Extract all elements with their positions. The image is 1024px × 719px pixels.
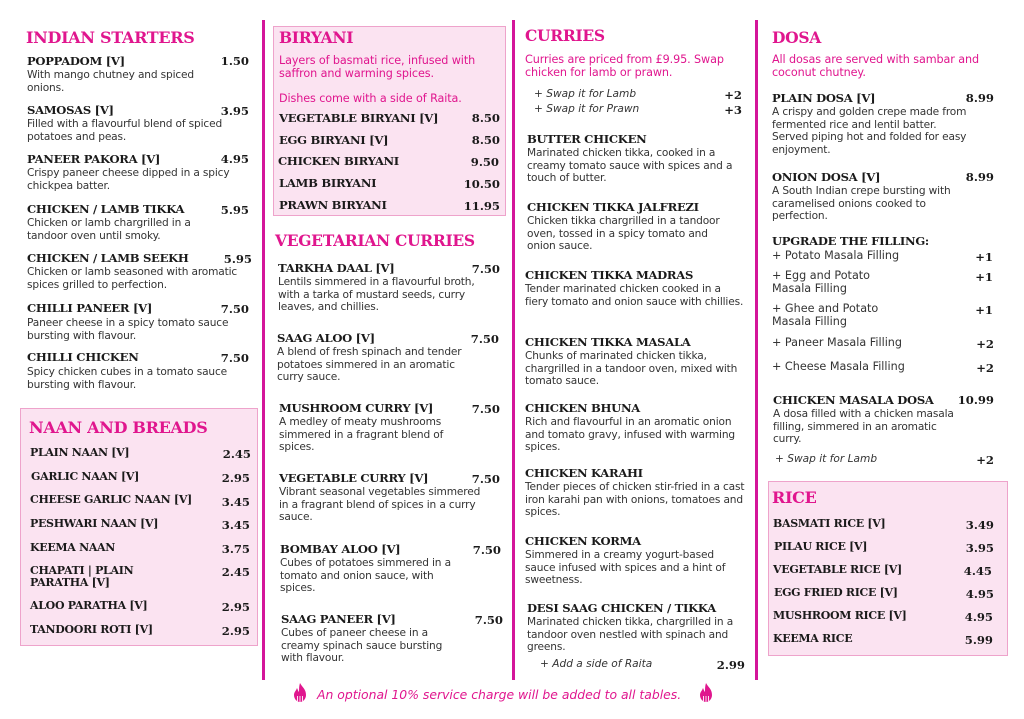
item-name: PLAIN NAAN [V] xyxy=(30,446,130,459)
item-description: Cubes of potatoes simmered in a tomato and onion sauce, with spices. xyxy=(280,557,451,595)
item-description: A dosa filled with a chicken masala filling, simmered in an aromatic curry. xyxy=(773,408,954,446)
item-name: PESHWARI NAAN [V] xyxy=(30,517,159,530)
item-name: KEEMA RICE xyxy=(773,632,853,645)
upgrade-option: + Potato Masala Filling xyxy=(772,249,900,262)
item-name: PANEER PAKORA [V] xyxy=(27,152,161,166)
item-price: 7.50 xyxy=(220,302,249,316)
item-name: ALOO PARATHA [V] xyxy=(30,599,148,612)
addon-swap-lamb: + Swap it for Lamb xyxy=(534,88,637,100)
item-price: 8.99 xyxy=(965,91,994,105)
item-name: SAAG ALOO [V] xyxy=(277,331,375,345)
item-price: 10.50 xyxy=(463,177,500,191)
item-description: Spicy chicken cubes in a tomato sauce bursting with flavour. xyxy=(27,366,228,391)
item-price: 2.95 xyxy=(221,600,250,614)
flame-icon xyxy=(699,683,713,703)
item-name: PLAIN DOSA [V] xyxy=(772,91,876,105)
item-price: 5.95 xyxy=(223,252,252,266)
addon-price: +2 xyxy=(724,88,742,102)
item-price: 2.95 xyxy=(221,624,250,638)
item-price: 8.50 xyxy=(471,133,500,147)
upgrade-price: +1 xyxy=(975,270,993,284)
upgrade-price: +1 xyxy=(975,250,993,264)
item-price: 2.45 xyxy=(221,565,250,579)
item-price: 3.75 xyxy=(221,542,250,556)
item-name-line2: PARATHA [V] xyxy=(30,576,110,589)
item-name: MUSHROOM RICE [V] xyxy=(773,609,907,622)
item-name: MUSHROOM CURRY [V] xyxy=(279,401,434,415)
item-price: 7.50 xyxy=(471,402,500,416)
item-description: Marinated chicken tikka, cooked in a creamy tomato sauce with spices and a touch of butter. xyxy=(527,147,733,185)
upgrade-option-line2: Masala Filling xyxy=(772,282,847,295)
item-price: 3.45 xyxy=(221,518,250,532)
item-description: Chicken tikka chargrilled in a tandoor oven, tossed in a spicy tomato and onion sauce. xyxy=(527,215,720,253)
item-price: 7.50 xyxy=(471,472,500,486)
item-description: With mango chutney and spiced onions. xyxy=(27,69,194,94)
item-name: SAAG PANEER [V] xyxy=(281,612,396,626)
item-name: EGG BIRYANI [V] xyxy=(279,133,389,147)
item-name: CHICKEN TIKKA JALFREZI xyxy=(527,200,699,214)
flame-icon xyxy=(293,683,307,703)
item-price: 7.50 xyxy=(470,332,499,346)
item-description: Chunks of marinated chicken tikka, chargrilled in a tandoor oven, mixed with tomato sauce. xyxy=(525,350,738,388)
item-name: BASMATI RICE [V] xyxy=(773,517,886,530)
upgrade-price: +2 xyxy=(976,361,994,375)
item-name: CHILLI CHICKEN xyxy=(27,350,139,364)
item-name: CHICKEN MASALA DOSA xyxy=(773,393,934,407)
item-name: VEGETABLE CURRY [V] xyxy=(279,471,429,485)
item-description: A blend of fresh spinach and tender potatoes simmered in an aromatic curry sauce. xyxy=(277,346,462,384)
item-price: 3.49 xyxy=(965,518,994,532)
item-description: Marinated chicken tikka, chargrilled in a tandoor oven nestled with spinach and greens. xyxy=(527,616,734,654)
item-price: 3.45 xyxy=(221,495,250,509)
item-description: Lentils simmered in a flavourful broth, with a tarka of mustard seeds, curry leaves, and chillies. xyxy=(278,276,475,314)
item-description: Chicken or lamb chargrilled in a tandoor oven until smoky. xyxy=(27,217,191,242)
item-price: 2.95 xyxy=(221,471,250,485)
biryani-intro: Layers of basmati rice, infused with saffron and warming spices. xyxy=(279,54,476,80)
item-name: TANDOORI ROTI [V] xyxy=(30,623,153,636)
item-name: SAMOSAS [V] xyxy=(27,103,114,117)
item-price: 2.45 xyxy=(222,447,251,461)
item-name: DESI SAAG CHICKEN / TIKKA xyxy=(527,601,716,615)
item-name: KEEMA NAAN xyxy=(30,541,116,554)
addon-swap-lamb: + Swap it for Lamb xyxy=(775,453,878,465)
section-title-starters: INDIAN STARTERS xyxy=(26,28,195,47)
item-price: 5.95 xyxy=(220,203,249,217)
addon-raita: + Add a side of Raita xyxy=(540,658,653,670)
item-name: VEGETABLE RICE [V] xyxy=(773,563,902,576)
column-divider-2 xyxy=(512,20,515,680)
item-price: 4.45 xyxy=(963,564,992,578)
section-title-naan: NAAN AND BREADS xyxy=(29,418,208,437)
section-title-rice: RICE xyxy=(772,488,817,507)
section-title-biryani: BIRYANI xyxy=(279,28,354,47)
item-description: Filled with a flavourful blend of spiced potatoes and peas. xyxy=(27,118,223,143)
addon-swap-prawn: + Swap it for Prawn xyxy=(534,103,640,115)
item-name: CHICKEN TIKKA MADRAS xyxy=(525,268,694,282)
item-description: Chicken or lamb seasoned with aromatic spices grilled to perfection. xyxy=(27,266,238,291)
section-title-curries: CURRIES xyxy=(525,26,605,45)
addon-price: +2 xyxy=(976,453,994,467)
item-price: 3.95 xyxy=(965,541,994,555)
item-price: 9.50 xyxy=(470,155,499,169)
item-price: 3.95 xyxy=(220,104,249,118)
item-price: 7.50 xyxy=(472,543,501,557)
item-name: CHILLI PANEER [V] xyxy=(27,301,153,315)
item-name: CHICKEN TIKKA MASALA xyxy=(525,335,691,349)
item-description: A South Indian crepe bursting with caramelised onions cooked to perfection. xyxy=(772,185,951,223)
item-price: 11.95 xyxy=(463,199,500,213)
addon-price: +3 xyxy=(724,103,742,117)
upgrade-option: + Ghee and Potato xyxy=(772,302,879,315)
item-description: Paneer cheese in a spicy tomato sauce bursting with flavour. xyxy=(27,317,229,342)
section-title-veg-curries: VEGETARIAN CURRIES xyxy=(275,231,475,250)
item-description: Tender pieces of chicken stir-fried in a cast iron karahi pan with onions, tomatoes and spices. xyxy=(525,481,745,519)
item-price: 10.99 xyxy=(957,393,994,407)
item-name: EGG FRIED RICE [V] xyxy=(774,586,898,599)
item-description: Cubes of paneer cheese in a creamy spinach sauce bursting with flavour. xyxy=(281,627,443,665)
item-name: LAMB BIRYANI xyxy=(279,176,377,190)
upgrade-option: + Paneer Masala Filling xyxy=(772,336,902,349)
item-name: CHICKEN KARAHI xyxy=(525,466,643,480)
item-name: POPPADOM [V] xyxy=(27,54,125,68)
column-divider-1 xyxy=(262,20,265,680)
item-description: A medley of meaty mushrooms simmered in a fragrant blend of spices. xyxy=(279,416,444,454)
dosa-intro: All dosas are served with sambar and coconut chutney. xyxy=(772,53,979,79)
item-price: 4.95 xyxy=(220,152,249,166)
item-name: CHAPATI | PLAIN xyxy=(30,564,134,577)
upgrade-option: + Cheese Masala Filling xyxy=(772,360,905,373)
item-price: 4.95 xyxy=(965,587,994,601)
item-name: CHICKEN BHUNA xyxy=(525,401,640,415)
biryani-raita-note: Dishes come with a side of Raita. xyxy=(279,92,462,105)
item-name: PRAWN BIRYANI xyxy=(279,198,387,212)
item-name: TARKHA DAAL [V] xyxy=(278,261,395,275)
column-divider-3 xyxy=(755,20,758,680)
item-name: CHICKEN / LAMB SEEKH xyxy=(27,251,189,265)
item-price: 7.50 xyxy=(471,262,500,276)
upgrade-option-line2: Masala Filling xyxy=(772,315,847,328)
item-price: 5.99 xyxy=(964,633,993,647)
curries-intro: Curries are priced from £9.95. Swap chicken for lamb or prawn. xyxy=(525,53,724,79)
item-name: BOMBAY ALOO [V] xyxy=(280,542,401,556)
item-name: ONION DOSA [V] xyxy=(772,170,881,184)
item-price: 8.99 xyxy=(965,170,994,184)
item-name: CHICKEN KORMA xyxy=(525,534,641,548)
item-price: 8.50 xyxy=(471,111,500,125)
item-description: A crispy and golden crepe made from fermented rice and lentil batter. Served piping hot and folded for easy enjoyment. xyxy=(772,106,967,156)
item-name: BUTTER CHICKEN xyxy=(527,132,647,146)
item-description: Tender marinated chicken cooked in a fiery tomato and onion sauce with chillies. xyxy=(525,283,744,308)
item-price: 7.50 xyxy=(474,613,503,627)
item-name: PILAU RICE [V] xyxy=(774,540,868,553)
item-description: Vibrant seasonal vegetables simmered in a fragrant blend of spices in a curry sauce. xyxy=(279,486,481,524)
item-name: CHEESE GARLIC NAAN [V] xyxy=(30,493,192,506)
upgrade-option: + Egg and Potato xyxy=(772,269,871,282)
item-name: CHICKEN / LAMB TIKKA xyxy=(27,202,185,216)
upgrade-price: +2 xyxy=(976,337,994,351)
item-price: 4.95 xyxy=(964,610,993,624)
item-name: VEGETABLE BIRYANI [V] xyxy=(279,111,439,125)
service-charge-note: An optional 10% service charge will be added to all tables. xyxy=(317,687,682,702)
upgrade-price: +1 xyxy=(975,303,993,317)
item-name: GARLIC NAAN [V] xyxy=(31,470,139,483)
addon-price: 2.99 xyxy=(716,658,745,672)
item-description: Rich and flavourful in an aromatic onion and tomato gravy, infused with warming spices. xyxy=(525,416,735,454)
upgrade-title: UPGRADE THE FILLING: xyxy=(772,234,929,248)
item-price: 1.50 xyxy=(220,54,249,68)
section-title-dosa: DOSA xyxy=(772,28,821,47)
item-price: 7.50 xyxy=(220,351,249,365)
item-description: Simmered in a creamy yogurt-based sauce infused with spices and a hint of sweetness. xyxy=(525,549,726,587)
item-description: Crispy paneer cheese dipped in a spicy chickpea batter. xyxy=(27,167,230,192)
item-name: CHICKEN BIRYANI xyxy=(278,154,399,168)
